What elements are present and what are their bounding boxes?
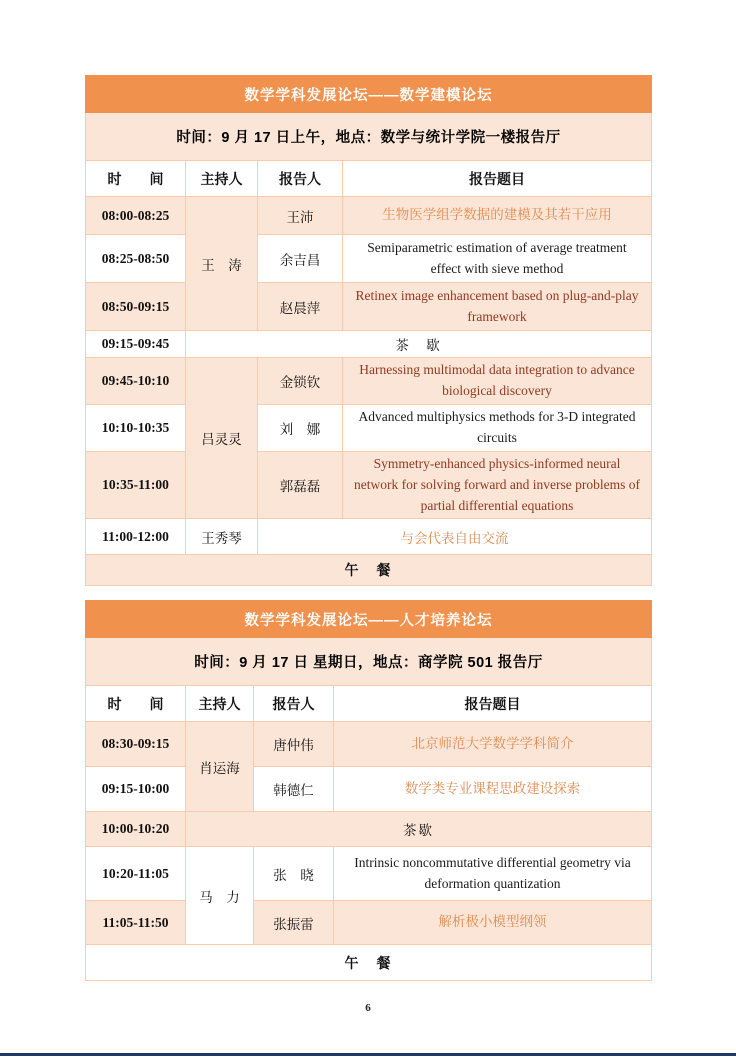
topic-cell: Harnessing multimodal data integration to advance biological discovery	[343, 358, 652, 405]
table-subtitle-row	[86, 638, 652, 686]
col-header-topic: 报告题目	[334, 686, 652, 722]
forum-table-talent-training	[85, 600, 652, 981]
tea-break-cell: 茶歇	[186, 812, 652, 847]
table-subtitle: 时间：9 月 17 日上午，地点：数学与统计学院一楼报告厅	[86, 113, 652, 161]
tea-break-row	[86, 331, 652, 358]
speaker-cell: 王沛	[258, 197, 343, 235]
host-cell: 吕灵灵	[186, 358, 258, 519]
speaker-cell: 张振雷	[254, 901, 334, 945]
table-row	[86, 722, 652, 767]
topic-cell: 数学类专业课程思政建设探索	[334, 767, 652, 812]
topic-cell: Intrinsic noncommutative differential geometry via deformation quantization	[334, 847, 652, 901]
speaker-cell: 韩德仁	[254, 767, 334, 812]
host-cell: 王秀琴	[186, 519, 258, 555]
table-row	[86, 847, 652, 901]
speaker-cell: 刘 娜	[258, 404, 343, 451]
lunch-row	[86, 555, 652, 586]
topic-cell: Advanced multiphysics methods for 3-D integrated circuits	[343, 404, 652, 451]
speaker-cell: 金锁钦	[258, 358, 343, 405]
col-header-time: 时 间	[86, 161, 186, 197]
host-cell: 肖运海	[186, 722, 254, 812]
column-header-row	[86, 686, 652, 722]
topic-cell: Semiparametric estimation of average treatment effect with sieve method	[343, 235, 652, 283]
time-cell: 11:00-12:00	[86, 519, 186, 555]
host-cell: 王 涛	[186, 197, 258, 331]
time-cell: 09:15-10:00	[86, 767, 186, 812]
table-title-row	[86, 76, 652, 113]
table-subtitle: 时间：9 月 17 日 星期日，地点：商学院 501 报告厅	[86, 638, 652, 686]
table-subtitle-row	[86, 113, 652, 161]
time-cell: 08:30-09:15	[86, 722, 186, 767]
topic-cell: 生物医学组学数据的建模及其若干应用	[343, 197, 652, 235]
table-title: 数学学科发展论坛——数学建模论坛	[86, 76, 652, 113]
time-cell: 08:25-08:50	[86, 235, 186, 283]
forum-table-math-modeling	[85, 75, 652, 586]
page-number: 6	[365, 1002, 371, 1014]
time-cell: 09:15-09:45	[86, 331, 186, 358]
topic-cell: 北京师范大学数学学科简介	[334, 722, 652, 767]
table-row	[86, 767, 652, 812]
time-cell: 10:00-10:20	[86, 812, 186, 847]
lunch-cell: 午 餐	[86, 945, 652, 981]
tea-break-cell: 茶 歇	[186, 331, 652, 358]
col-header-speaker: 报告人	[258, 161, 343, 197]
time-cell: 10:35-11:00	[86, 451, 186, 519]
time-cell: 10:20-11:05	[86, 847, 186, 901]
table-row	[86, 358, 652, 405]
table-title-row	[86, 601, 652, 638]
speaker-cell: 余吉昌	[258, 235, 343, 283]
speaker-cell: 赵晨萍	[258, 283, 343, 331]
table-row	[86, 283, 652, 331]
time-cell: 08:00-08:25	[86, 197, 186, 235]
speaker-cell: 郭磊磊	[258, 451, 343, 519]
table-row	[86, 235, 652, 283]
col-header-speaker: 报告人	[254, 686, 334, 722]
footer-rule	[0, 1053, 736, 1056]
topic-cell: 解析极小模型纲领	[334, 901, 652, 945]
col-header-host: 主持人	[186, 161, 258, 197]
speaker-cell: 唐仲伟	[254, 722, 334, 767]
tea-break-row	[86, 812, 652, 847]
time-cell: 11:05-11:50	[86, 901, 186, 945]
col-header-time: 时 间	[86, 686, 186, 722]
speaker-cell: 张 晓	[254, 847, 334, 901]
free-discussion-row	[86, 519, 652, 555]
free-discussion-cell: 与会代表自由交流	[258, 519, 652, 555]
col-header-host: 主持人	[186, 686, 254, 722]
host-cell: 马 力	[186, 847, 254, 945]
time-cell: 09:45-10:10	[86, 358, 186, 405]
table-row	[86, 901, 652, 945]
table-row	[86, 197, 652, 235]
table-row	[86, 404, 652, 451]
table-title: 数学学科发展论坛——人才培养论坛	[86, 601, 652, 638]
topic-cell: Symmetry-enhanced physics-informed neural network for solving forward and inverse problems of partial differential equations	[343, 451, 652, 519]
table-row	[86, 451, 652, 519]
topic-cell: Retinex image enhancement based on plug-and-play framework	[343, 283, 652, 331]
col-header-topic: 报告题目	[343, 161, 652, 197]
lunch-row	[86, 945, 652, 981]
time-cell: 10:10-10:35	[86, 404, 186, 451]
column-header-row	[86, 161, 652, 197]
lunch-cell: 午 餐	[86, 555, 652, 586]
time-cell: 08:50-09:15	[86, 283, 186, 331]
